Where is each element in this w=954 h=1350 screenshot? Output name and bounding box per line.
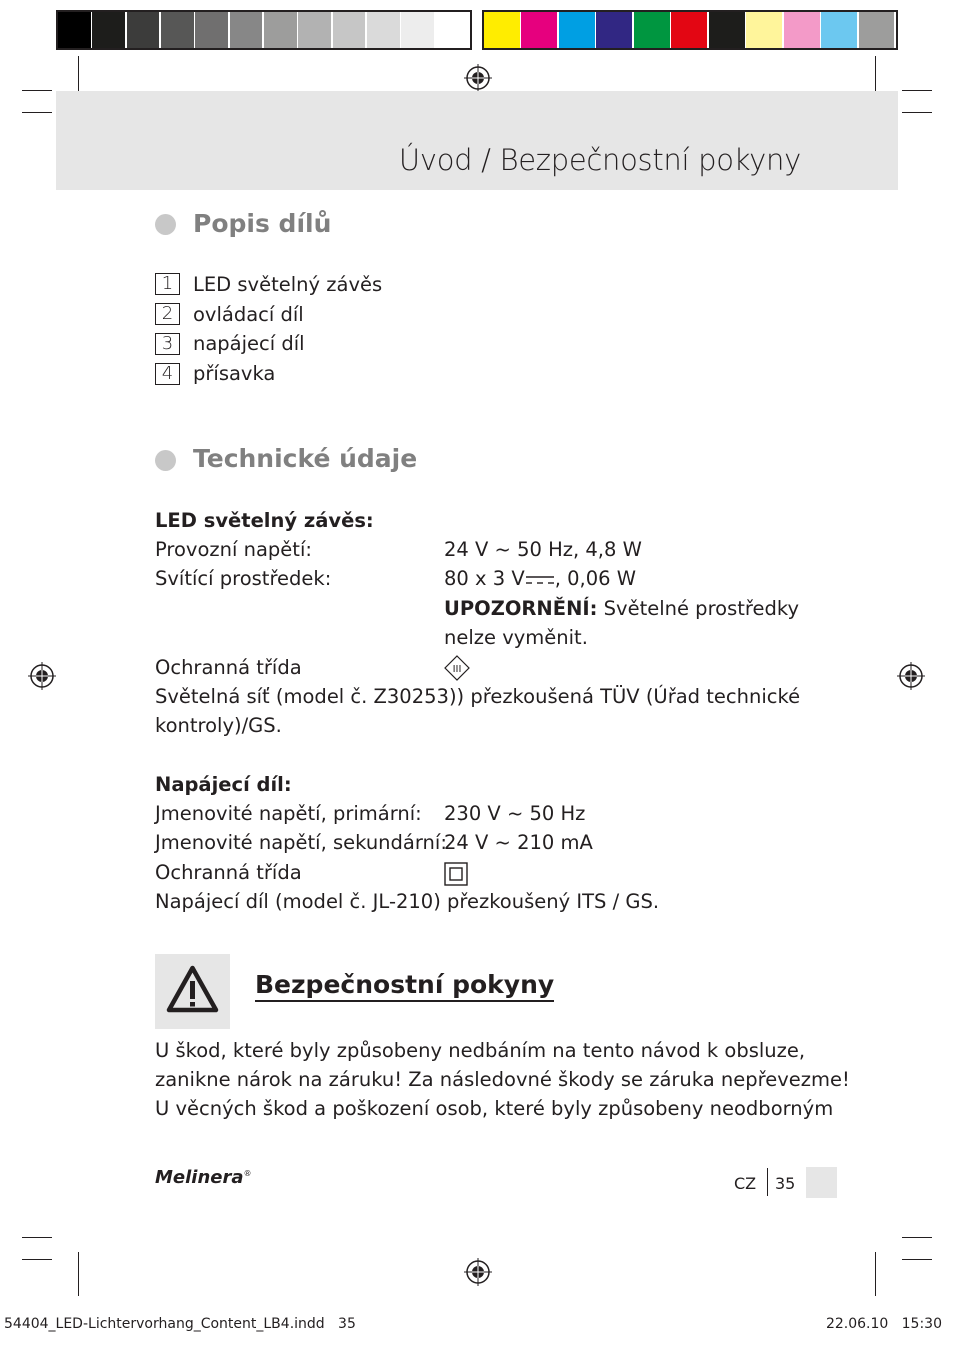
- safety-text: U věcných škod a poškození osob, které byly způsobeny neodborným: [155, 1097, 834, 1120]
- process-color-swatch: [559, 12, 595, 48]
- language-code: CZ: [734, 1174, 757, 1193]
- process-color-swatch: [634, 12, 670, 48]
- print-date: 22.06.10 15:30: [825, 1316, 942, 1332]
- section-bullet-icon: [155, 450, 176, 471]
- light-value-a: 80 x 3 V: [444, 567, 525, 590]
- crop-mark: [902, 1237, 932, 1238]
- tested-text-2: kontroly)/GS.: [155, 714, 282, 737]
- process-color-swatch: [821, 12, 857, 48]
- direct-current-icon: [525, 573, 555, 587]
- part-number: 2: [155, 303, 180, 325]
- secondary-voltage-label: Jmenovité napětí, sekundární:: [155, 831, 447, 854]
- crop-mark: [902, 90, 932, 91]
- brand-logo: Melinera®: [155, 1167, 252, 1188]
- crop-mark: [22, 90, 52, 91]
- part-label: LED světelný závěs: [193, 273, 383, 296]
- file-slug: 54404_LED-Lichtervorhang_Content_LB4.indd 35: [4, 1316, 356, 1332]
- parts-section-title: Popis dílů: [193, 209, 332, 238]
- page-number: 35: [775, 1174, 796, 1193]
- crop-mark: [902, 112, 932, 113]
- registration-mark-icon: [464, 64, 492, 92]
- safety-text: U škod, které byly způsobeny nedbáním na tento návod k obsluze,: [155, 1039, 806, 1062]
- tech-section-title: Technické údaje: [193, 444, 418, 473]
- secondary-voltage-value: 24 V ~ 210 mA: [444, 831, 593, 854]
- registration-mark-icon: [464, 1258, 492, 1286]
- warning-text-2: nelze vyměnit.: [444, 626, 588, 649]
- crop-mark: [22, 1237, 52, 1238]
- process-color-swatch: [484, 12, 520, 48]
- warning-box: [155, 954, 230, 1029]
- gray-swatch: [161, 12, 194, 48]
- psu-tested-text: Napájecí díl (model č. JL-210) přezkoušený ITS / GS.: [155, 890, 660, 913]
- brand-name: Melinera: [155, 1167, 244, 1188]
- gray-swatch: [367, 12, 400, 48]
- crop-mark: [78, 1252, 79, 1296]
- part-number: 4: [155, 363, 180, 385]
- protection-class-label: Ochranná třída: [155, 656, 302, 679]
- process-color-swatch: [784, 12, 820, 48]
- part-number: 1: [155, 273, 180, 295]
- op-voltage-label: Provozní napětí:: [155, 538, 312, 561]
- warning-triangle-icon: [155, 954, 230, 1029]
- protection-class-ii-icon: [444, 862, 468, 886]
- primary-voltage-value: 230 V ~ 50 Hz: [444, 802, 586, 825]
- page-title: Úvod / Bezpečnostní pokyny: [398, 143, 801, 177]
- warning-label: UPOZORNĚNÍ:: [444, 597, 598, 620]
- safety-text: zanikne nárok na záruku! Za následovné škody se záruka nepřevezme!: [155, 1068, 850, 1091]
- crop-mark: [875, 1252, 876, 1296]
- gray-swatch: [264, 12, 297, 48]
- process-color-swatch: [671, 12, 707, 48]
- warning-text: Světelné prostředky: [603, 597, 799, 620]
- part-label: napájecí díl: [193, 332, 305, 355]
- gray-swatch: [298, 12, 331, 48]
- warning-line: [444, 594, 799, 623]
- gray-swatch: [127, 12, 160, 48]
- tested-text: Světelná síť (model č. Z30253)) přezkoušená TÜV (Úřad technické: [155, 685, 801, 708]
- gray-swatch: [92, 12, 125, 48]
- light-label: Svítící prostředek:: [155, 567, 332, 590]
- primary-voltage-label: Jmenovité napětí, primární:: [155, 802, 422, 825]
- light-value: [444, 564, 636, 593]
- part-number: 3: [155, 333, 180, 355]
- gray-swatch: [401, 12, 434, 48]
- protection-class-iii-icon: [444, 655, 470, 681]
- process-color-swatch: [709, 12, 745, 48]
- protection-class-symbol: III: [452, 664, 462, 675]
- crop-mark: [22, 1259, 52, 1260]
- section-bullet-icon: [155, 214, 176, 235]
- crop-mark: [22, 112, 52, 113]
- registration-mark-icon: [28, 662, 56, 690]
- part-label: přísavka: [193, 362, 276, 385]
- gray-swatch: [436, 12, 469, 48]
- crop-mark: [902, 1259, 932, 1260]
- psu-protection-class-label: Ochranná třída: [155, 861, 302, 884]
- footer-divider: [767, 1168, 768, 1196]
- psu-heading: Napájecí díl:: [155, 773, 292, 796]
- gray-swatch: [195, 12, 228, 48]
- op-voltage-value: 24 V ~ 50 Hz, 4,8 W: [444, 538, 642, 561]
- process-color-swatch: [859, 12, 895, 48]
- led-heading: LED světelný závěs:: [155, 509, 374, 532]
- page-tab: [806, 1167, 837, 1198]
- gray-swatch: [333, 12, 366, 48]
- safety-section-title: Bezpečnostní pokyny: [255, 970, 554, 1002]
- process-color-swatch: [521, 12, 557, 48]
- light-value-b: , 0,06 W: [554, 567, 636, 590]
- gray-swatch: [58, 12, 91, 48]
- process-color-swatch: [746, 12, 782, 48]
- part-label: ovládací díl: [193, 303, 304, 326]
- registration-mark-icon: [897, 662, 925, 690]
- process-color-swatch: [596, 12, 632, 48]
- gray-swatch: [230, 12, 263, 48]
